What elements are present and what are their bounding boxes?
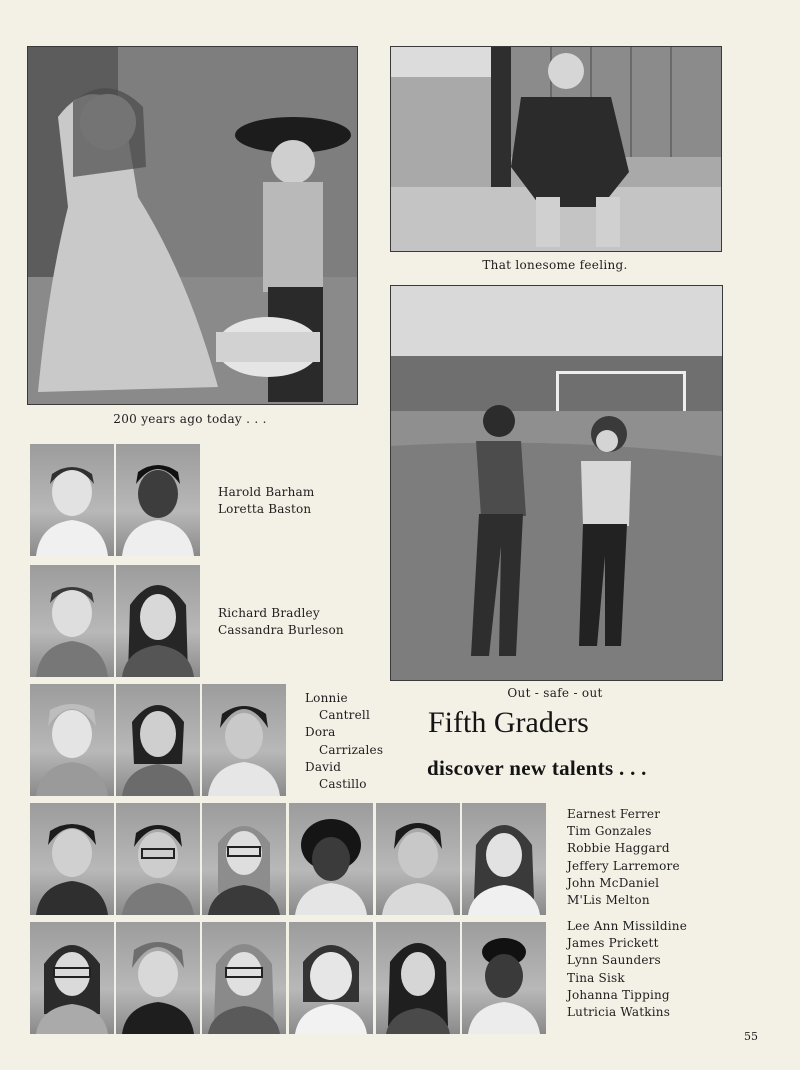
- portrait-earnest-ferrer: [30, 803, 114, 915]
- name-cantrell: Cantrell: [319, 708, 371, 723]
- portrait-image: [376, 922, 460, 1034]
- name-cassandra-burleson: Cassandra Burleson: [218, 623, 344, 638]
- photo-costume-children-image: [28, 47, 357, 404]
- portrait-lonnie-cantrell: [30, 684, 114, 796]
- portrait-image: [116, 803, 200, 915]
- name-david: David: [305, 759, 342, 774]
- name-earnest-ferrer: Earnest Ferrer: [567, 807, 661, 821]
- photo-lonesome-boy-image: [391, 47, 721, 251]
- name-lonnie: Lonnie: [305, 691, 348, 705]
- name-mlis-melton: M'Lis Melton: [567, 893, 650, 908]
- page-number: 55: [744, 1030, 758, 1043]
- portrait-richard-bradley: [30, 565, 114, 677]
- portrait-harold-barham: [30, 444, 114, 556]
- portrait-cassandra-burleson: [116, 565, 200, 677]
- name-loretta-baston: Loretta Baston: [218, 502, 312, 517]
- portrait-lutricia-watkins: [462, 922, 546, 1034]
- name-robbie-haggard: Robbie Haggard: [567, 841, 670, 856]
- portrait-jeffery-larremore: [289, 803, 373, 915]
- portrait-image: [30, 444, 114, 556]
- portrait-image: [116, 684, 200, 796]
- name-harold-barham: Harold Barham: [218, 485, 315, 499]
- portrait-image: [462, 803, 546, 915]
- name-list-row5: [567, 918, 687, 1021]
- portrait-loretta-baston: [116, 444, 200, 556]
- portrait-image: [30, 922, 114, 1034]
- name-james-prickett: James Prickett: [567, 936, 659, 951]
- page-subtitle: discover new talents . . .: [427, 756, 647, 780]
- portrait-image: [116, 444, 200, 556]
- portrait-image: [289, 922, 373, 1034]
- portrait-image: [202, 684, 286, 796]
- portrait-image: [202, 922, 286, 1034]
- caption-playground-photo: Out - safe - out: [507, 686, 603, 700]
- name-list-row1: [218, 484, 315, 518]
- portrait-image: [376, 803, 460, 915]
- portrait-image: [30, 684, 114, 796]
- portrait-lynn-saunders: [202, 922, 286, 1034]
- portrait-image: [116, 565, 200, 677]
- name-castillo: Castillo: [319, 777, 367, 792]
- name-tina-sisk: Tina Sisk: [567, 970, 625, 985]
- caption-costume-photo: 200 years ago today . . .: [113, 412, 267, 426]
- name-lutricia-watkins: Lutricia Watkins: [567, 1005, 671, 1020]
- portrait-johanna-tipping: [376, 922, 460, 1034]
- name-johanna-tipping: Johanna Tipping: [567, 987, 670, 1002]
- photo-lonesome-boy: [390, 46, 722, 252]
- caption-lonesome-photo: That lonesome feeling.: [482, 258, 628, 272]
- photo-playground-girls-image: [391, 286, 722, 680]
- name-dora: Dora: [305, 725, 336, 740]
- portrait-tim-gonzales: [116, 803, 200, 915]
- portrait-james-prickett: [116, 922, 200, 1034]
- portrait-john-mcdaniel: [376, 803, 460, 915]
- name-carrizales: Carrizales: [319, 742, 384, 757]
- photo-playground-girls: [390, 285, 723, 681]
- name-list-row3: [305, 690, 383, 793]
- portrait-robbie-haggard: [202, 803, 286, 915]
- portrait-david-castillo: [202, 684, 286, 796]
- portrait-dora-carrizales: [116, 684, 200, 796]
- portrait-image: [30, 565, 114, 677]
- name-tim-gonzales: Tim Gonzales: [567, 824, 652, 839]
- name-list-row4: [567, 806, 680, 909]
- photo-costume-children: [27, 46, 358, 405]
- portrait-image: [462, 922, 546, 1034]
- name-jeffery-larremore: Jeffery Larremore: [567, 858, 680, 873]
- portrait-image: [116, 922, 200, 1034]
- portrait-tina-sisk: [289, 922, 373, 1034]
- name-john-mcdaniel: John McDaniel: [567, 875, 660, 890]
- name-lee-ann-missildine: Lee Ann Missildine: [567, 919, 687, 933]
- portrait-image: [30, 803, 114, 915]
- name-lynn-saunders: Lynn Saunders: [567, 953, 661, 968]
- portrait-image: [202, 803, 286, 915]
- page-title: Fifth Graders: [428, 706, 589, 739]
- portrait-mlis-melton: [462, 803, 546, 915]
- name-richard-bradley: Richard Bradley: [218, 606, 320, 620]
- portrait-image: [289, 803, 373, 915]
- portrait-lee-ann-missildine: [30, 922, 114, 1034]
- name-list-row2: [218, 605, 344, 639]
